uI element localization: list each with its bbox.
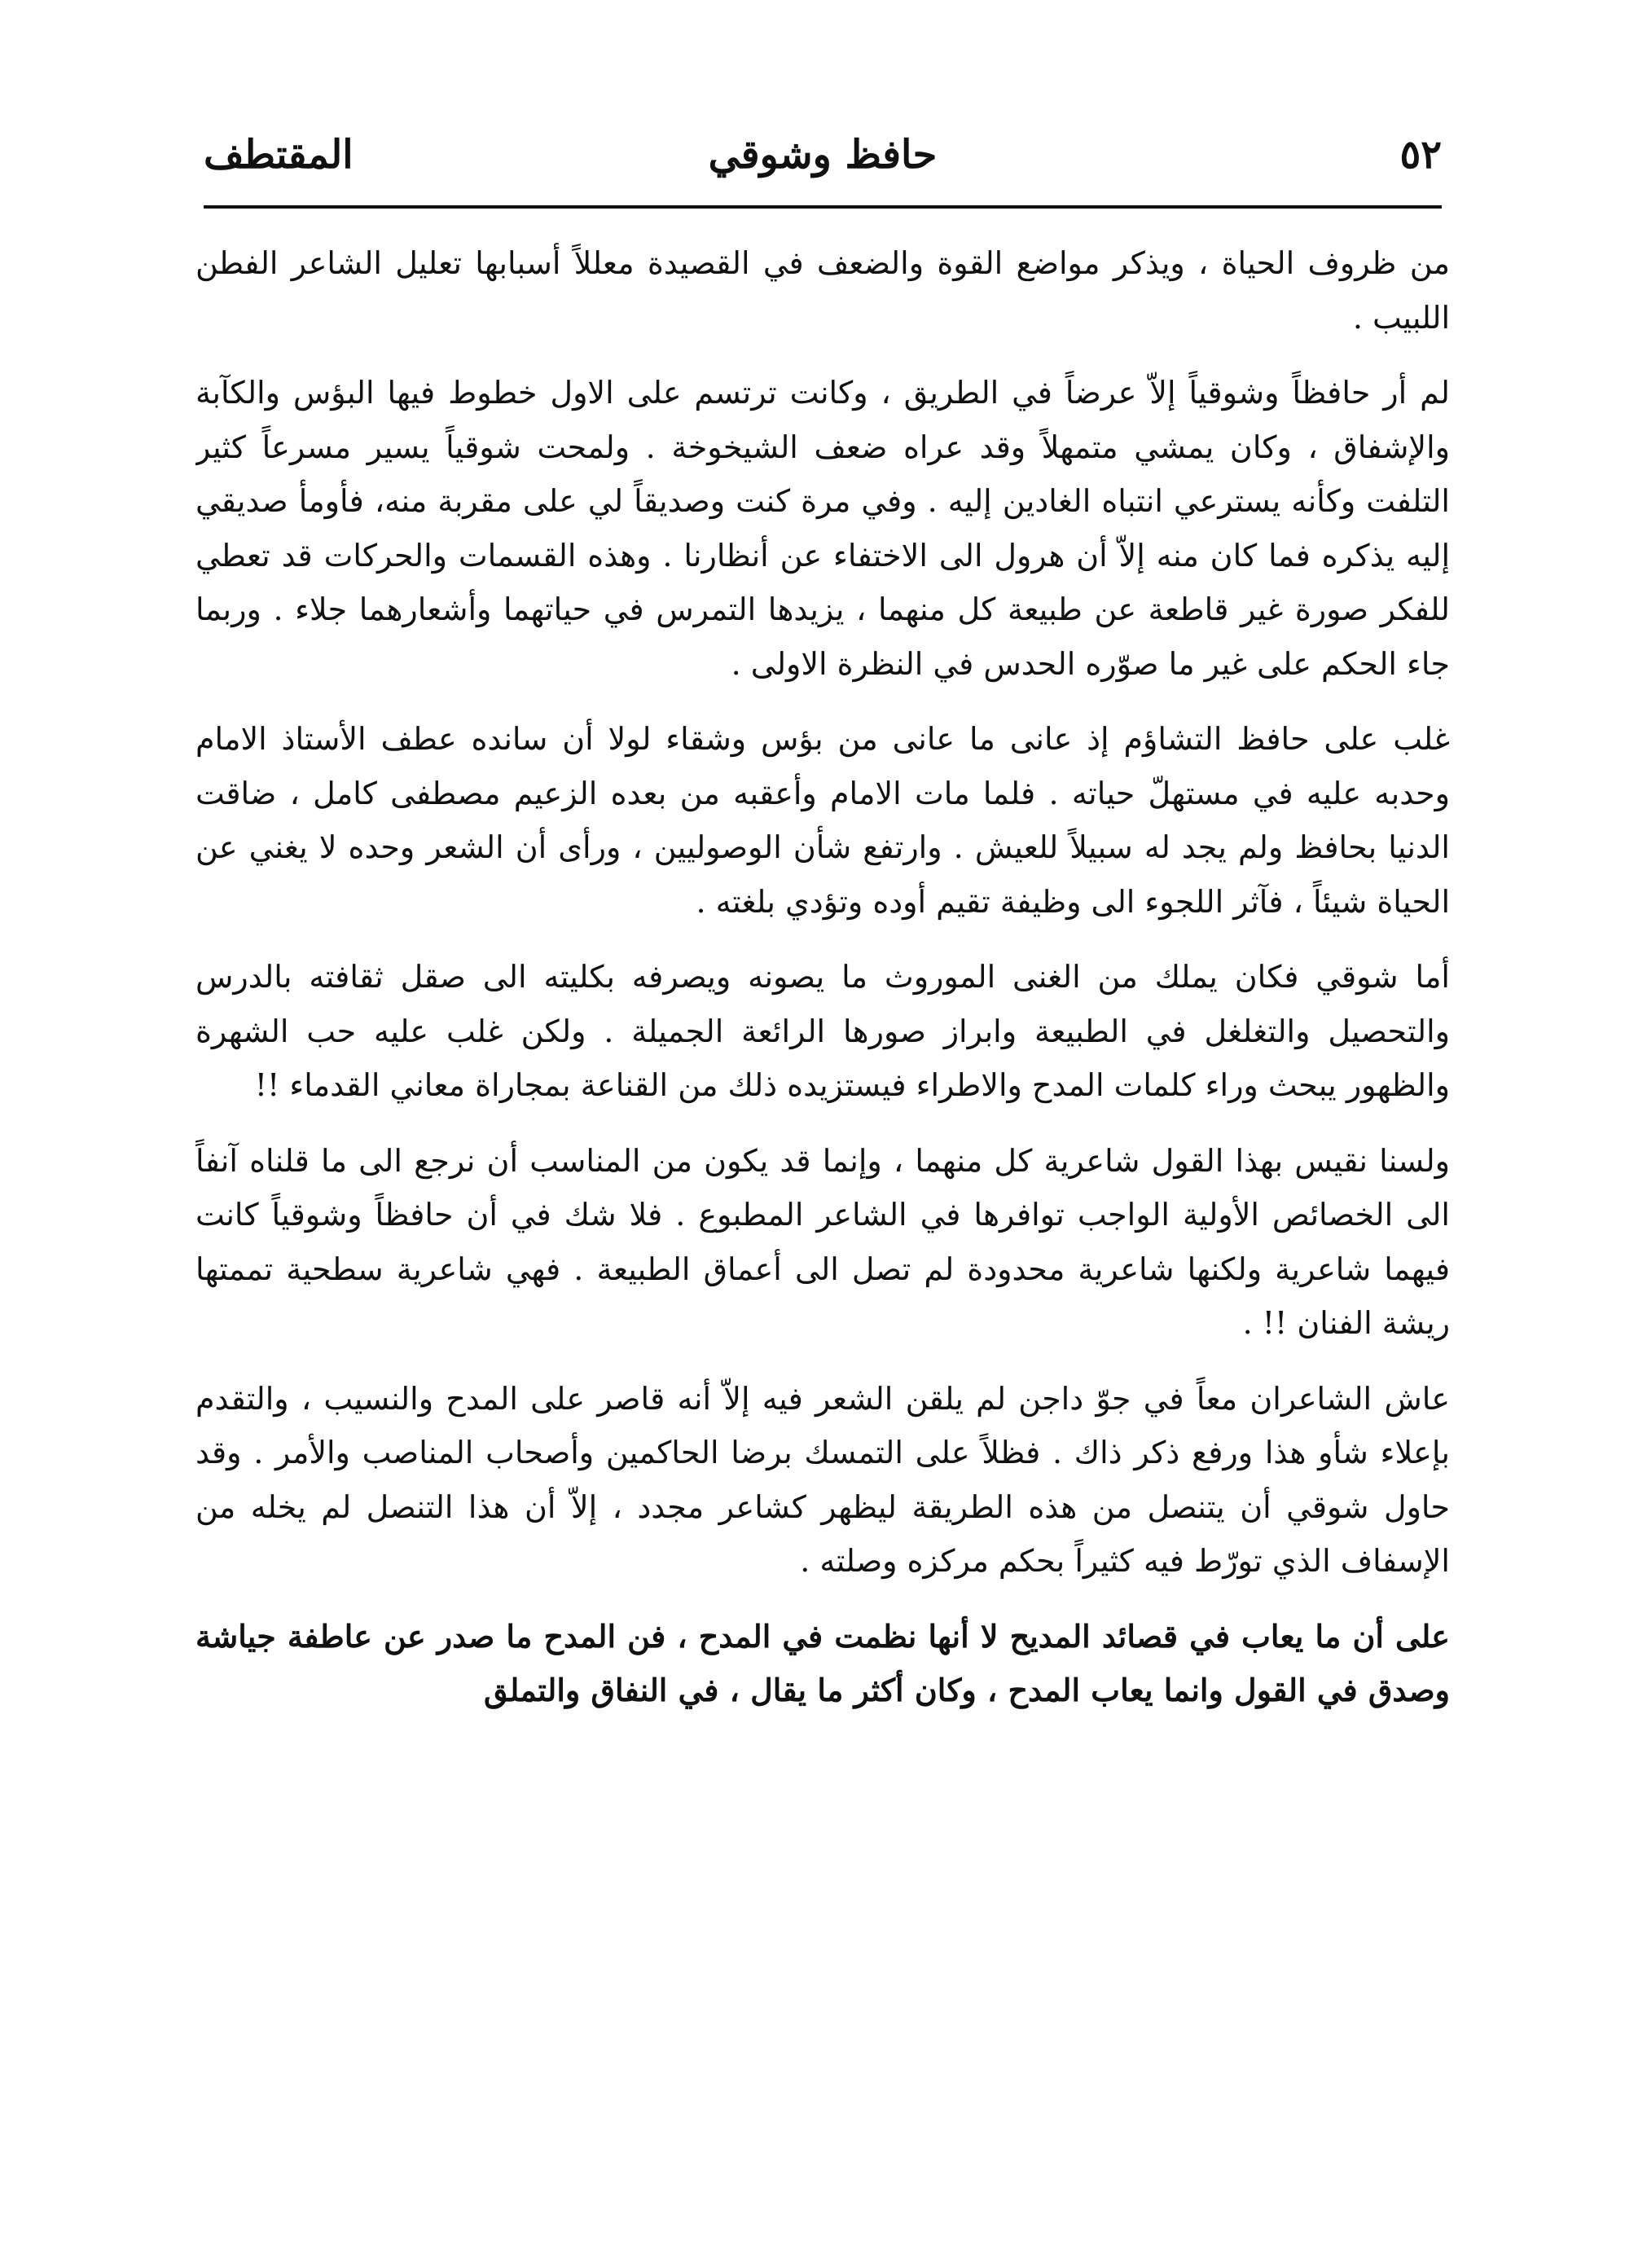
header-rule [204, 205, 1442, 209]
page-header [204, 122, 1442, 187]
page-number: ٥٢ [1399, 132, 1442, 178]
article-body [195, 236, 1450, 2216]
journal-name: المقتطف [204, 132, 354, 178]
paragraph: ولسنا نقيس بهذا القول شاعرية كل منهما ، وإنما قد يكون من المناسب أن نرجع الى ما قلناه آنفاً الى الخصائص الأولية الواجب توافرها في الشاعر المطبوع . فلا شك في أن حافظاً وشوقياً كانت فيهما شاعرية ولكنها شاعرية محدودة لم تصل الى أعماق الطبيعة . فهي شاعرية سطحية تممتها ريشة الفنان !! . [195, 1142, 1450, 1341]
paragraph: غلب على حافظ التشاؤم إذ عانى ما عانى من بؤس وشقاء لولا أن سانده عطف الأستاذ الامام وحدبه عليه في مستهلّ حياته . فلما مات الامام وأعقبه من بعده الزعيم مصطفى كامل ، ضاقت الدنيا بحافظ ولم يجد له سبيلاً للعيش . وارتفع شأن الوصوليين ، ورأى أن الشعر وحده لا يغني عن الحياة شيئاً ، فآثر اللجوء الى وظيفة تقيم أوده وتؤدي بلغته . [195, 721, 1450, 920]
paragraph: عاش الشاعران معاً في جوّ داجن لم يلقن الشعر فيه إلاّ أنه قاصر على المدح والنسيب ، والتقدم بإعلاء شأو هذا ورفع ذكر ذاك . فظلاً على التمسك برضا الحاكمين وأصحاب المناصب والأمر . وقد حاول شوقي أن يتنصل من هذه الطريقة ليظهر كشاعر مجدد ، إلاّ أن هذا التنصل لم يخله من الإسفاف الذي تورّط فيه كثيراً بحكم مركزه وصلته . [195, 1380, 1450, 1579]
running-title: حافظ وشوقي [708, 132, 938, 178]
paragraph: على أن ما يعاب في قصائد المديح لا أنها نظمت في المدح ، فن المدح ما صدر عن عاطفة جياشة وصدق في القول وانما يعاب المدح ، وكان أكثر ما يقال ، في النفاق والتملق [195, 1617, 1450, 1708]
paragraph: أما شوقي فكان يملك من الغنى الموروث ما يصونه ويصرفه بكليته الى صقل ثقافته بالدرس والتحصيل والتغلغل في الطبيعة وابراز صورها الرائعة الجميلة . ولكن غلب عليه حب الشهرة والظهور يبحث وراء كلمات المدح والاطراء فيستزيده ذلك من القناعة بمجاراة معاني القدماء !! [195, 959, 1450, 1103]
paragraph: لم أر حافظاً وشوقياً إلاّ عرضاً في الطريق ، وكانت ترتسم على الاول خطوط فيها البؤس والكآبة والإشفاق ، وكان يمشي متمهلاً وقد عراه ضعف الشيخوخة . ولمحت شوقياً يسير مسرعاً كثير التلفت وكأنه يسترعي انتباه الغادين إليه . وفي مرة كنت وصديقاً لي على مقربة منه، فأومأ صديقي إليه يذكره فما كان منه إلاّ أن هرول الى الاختفاء عن أنظارنا . وهذه القسمات والحركات قد تعطي للفكر صورة غير قاطعة عن طبيعة كل منهما ، يزيدها التمرس في حياتهما وأشعارهما جلاء . وربما جاء الحكم على غير ما صوّره الحدس في النظرة الاولى . [195, 375, 1450, 682]
paragraph: من ظروف الحياة ، ويذكر مواضع القوة والضعف في القصيدة معللاً أسبابها تعليل الشاعر الفطن اللبيب . [195, 245, 1450, 336]
